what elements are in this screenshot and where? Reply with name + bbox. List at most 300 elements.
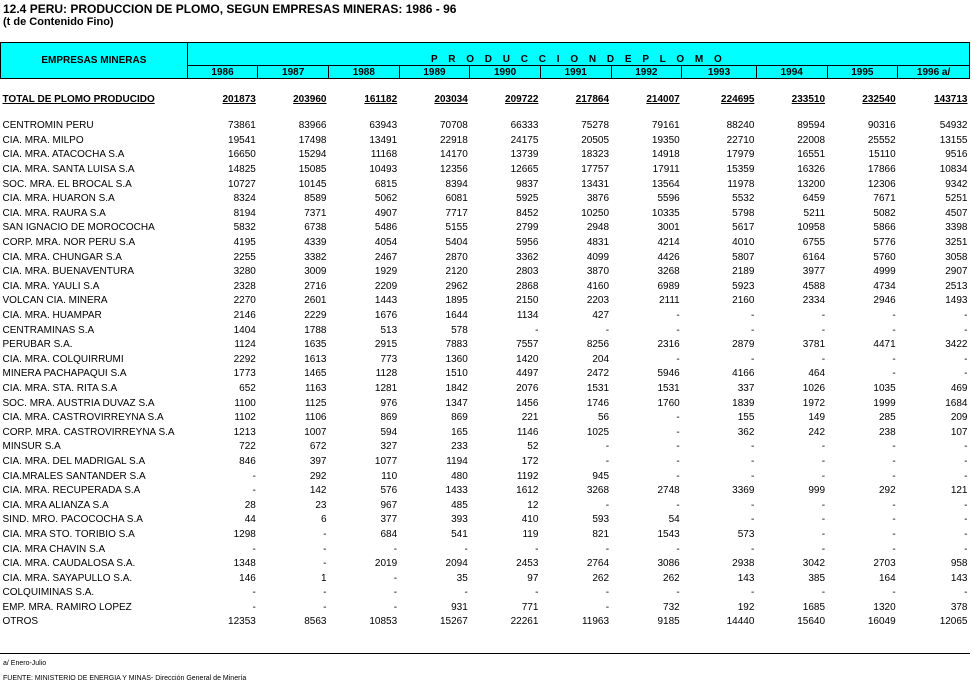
table-row [1,498,970,513]
production-value: 18323 [581,149,610,161]
production-value: 1360 [445,353,468,365]
production-value: - [605,587,610,599]
table-row [1,542,970,557]
production-value: 3268 [657,266,680,278]
company-name: CIA. MRA. DEL MADRIGAL S.A [2,455,146,467]
production-value: 1102 [234,412,256,424]
production-value: - [821,514,826,526]
production-value: - [892,528,896,540]
production-value: 107 [950,426,968,438]
production-value: 13564 [651,178,680,190]
production-value: - [964,528,968,540]
production-value: 22008 [797,134,826,146]
table-row [1,586,970,601]
production-value: 2334 [802,295,826,307]
production-value: 2150 [516,295,539,307]
production-value: 2748 [657,485,680,497]
company-name: CIA. MRA. RAURA S.A [2,207,106,219]
production-value: 2879 [732,339,755,351]
production-value: 3977 [802,266,826,278]
table-row [1,513,970,528]
production-value: 14440 [726,616,755,628]
production-value: 52 [527,441,539,453]
production-value: 143 [737,572,755,584]
production-value: 576 [380,485,398,497]
production-value: 3268 [586,485,610,497]
production-value: - [751,324,755,336]
production-value: - [676,455,680,467]
production-value: - [892,587,896,599]
production-value: - [821,470,826,482]
table-row [1,280,970,295]
production-value: 2513 [945,280,968,292]
production-value: 12306 [867,178,896,190]
total-value: 203034 [434,93,468,105]
company-name: CIA. MRA. CHUNGAR S.A [2,251,122,263]
total-value: 232540 [862,93,896,105]
production-value: 12353 [228,616,256,628]
company-name: CIA. MRA. MILPO [2,134,84,146]
table-row [1,192,970,207]
production-value: 17866 [867,164,896,176]
production-value: 2962 [445,280,468,292]
production-value: 17979 [726,149,755,161]
production-value: 8324 [233,193,256,205]
production-value: 1125 [304,397,327,409]
production-value: 63943 [369,120,398,132]
production-value: 221 [521,412,539,424]
production-value: 119 [522,528,539,540]
table-row [1,396,970,411]
production-value: 97 [527,572,539,584]
production-value: - [964,353,968,365]
production-value: 5807 [732,251,755,263]
company-name: CIA. MRA. CASTROVIRREYNA S.A [2,412,164,424]
production-value: 3362 [516,251,539,263]
production-value: 3870 [586,266,610,278]
production-value: 2467 [374,251,398,263]
production-value: - [892,455,896,467]
production-value: - [676,499,680,511]
production-value: 5866 [873,222,896,234]
production-value: 976 [380,397,398,409]
production-value: 4054 [374,237,398,249]
production-value: - [323,587,327,599]
total-row [1,91,970,107]
production-value: 90316 [867,120,896,132]
production-value: 13431 [581,178,610,190]
production-value: - [821,543,826,555]
production-value: 17757 [581,164,610,176]
table-row [1,440,970,455]
production-value: - [605,601,610,613]
production-value: 931 [451,601,468,613]
production-value: 66333 [510,120,539,132]
production-value: 4195 [233,237,256,249]
production-value: 5082 [873,207,896,219]
production-value: 233 [451,441,468,453]
production-value: 12 [527,499,539,511]
table-row [1,528,970,543]
production-value: - [964,455,968,467]
production-value: 23 [315,499,327,511]
table-row [1,455,970,470]
production-value: 1 [320,572,327,584]
production-value: 3086 [657,558,680,570]
production-value: 1635 [304,339,327,351]
production-value: 17498 [298,134,327,146]
production-value: - [821,528,826,540]
production-value: 541 [451,528,468,540]
production-value: 16049 [867,616,896,628]
table-row [1,338,970,353]
production-value: 3369 [732,485,755,497]
production-table [0,42,970,630]
year-header: 1994 [756,66,827,79]
production-value: 722 [239,441,256,453]
production-value: - [252,470,256,482]
production-value: 13155 [939,134,968,146]
production-value: 3001 [657,222,680,234]
company-name: COLQUIMINAS S.A. [2,587,95,599]
production-value: 1788 [304,324,327,336]
table-subtitle: (t de Contenido Fino) [3,16,114,28]
production-value: 958 [950,558,968,570]
production-value: 5155 [445,222,468,234]
production-value: 292 [878,485,896,497]
production-value: - [892,514,896,526]
production-value: - [605,499,610,511]
production-value: 2601 [304,295,327,307]
production-value: 2255 [233,251,256,263]
production-value: 480 [451,470,468,482]
production-value: 1213 [233,426,256,438]
production-value: 242 [808,426,826,438]
bottom-rule [0,653,970,654]
production-value: 89594 [797,120,826,132]
production-value: 5251 [945,193,968,205]
production-value: 5486 [374,222,398,234]
table-row [1,119,970,134]
production-value: 11978 [727,178,755,190]
production-value: 54932 [939,120,968,132]
company-name: SOC. MRA. AUSTRIA DUVAZ S.A [2,397,155,409]
year-header: 1991 [540,66,611,79]
production-value: - [676,587,680,599]
total-value: 214007 [646,93,680,105]
production-value: 410 [521,514,539,526]
production-value: 1007 [304,426,327,438]
production-value: 1644 [445,310,468,322]
production-value: - [964,543,968,555]
production-value: 5760 [873,251,896,263]
production-value: 593 [592,514,610,526]
table-body [1,79,970,630]
total-label: TOTAL DE PLOMO PRODUCIDO [2,93,155,105]
production-value: 1298 [233,528,256,540]
production-value: 2716 [304,280,327,292]
production-value: - [323,601,327,613]
production-value: 513 [380,324,398,336]
production-value: 397 [309,455,327,467]
production-value: 5925 [516,193,539,205]
production-value: 146 [239,572,256,584]
production-value: 1124 [234,339,256,351]
production-value: 262 [663,572,680,584]
table-row [1,265,970,280]
production-value: 2948 [586,222,610,234]
spacer-row [1,79,970,92]
production-value: 1839 [732,397,755,409]
production-value: 13200 [797,178,826,190]
production-value: 652 [239,382,256,394]
production-value: 2868 [516,280,539,292]
production-value: 2292 [233,353,256,365]
production-value: 469 [950,382,968,394]
production-value: 2870 [445,251,468,263]
company-name: CIA. MRA CHAVIN S.A [2,543,106,555]
production-value: - [821,324,826,336]
production-value: 6738 [304,222,327,234]
production-value: 2094 [445,558,468,570]
year-header: 1988 [329,66,400,79]
production-value: 1684 [945,397,968,409]
production-value: 2938 [732,558,755,570]
total-value: 203960 [293,93,327,105]
production-value: 8194 [233,207,256,219]
table-row [1,221,970,236]
production-value: 1613 [304,353,327,365]
production-value: 1163 [304,382,327,394]
production-value: 1510 [445,368,468,380]
year-header: 1987 [258,66,329,79]
production-value: 6755 [802,237,826,249]
company-name: CORP. MRA. NOR PERU S.A [2,237,136,249]
production-value: 15640 [797,616,826,628]
production-value: - [964,470,968,482]
production-value: 945 [592,470,610,482]
production-value: 3398 [945,222,968,234]
production-value: 1456 [516,397,539,409]
production-value: 12665 [510,164,539,176]
production-value: - [393,601,398,613]
production-value: 83966 [298,120,327,132]
production-value: 573 [737,528,755,540]
table-row [1,207,970,222]
production-value: 121 [950,485,968,497]
table-row [1,323,970,338]
production-value: 2229 [304,310,327,322]
production-value: 327 [380,441,398,453]
production-value: 1106 [304,412,327,424]
table-row [1,411,970,426]
production-value: - [751,441,755,453]
production-value: 1100 [234,397,256,409]
production-value: - [892,499,896,511]
company-name: SOC. MRA. EL BROCAL S.A [2,178,132,190]
year-header: 1989 [399,66,470,79]
production-value: 2189 [732,266,755,278]
table-row [1,134,970,149]
table-row [1,615,970,630]
table-row [1,601,970,616]
production-value: 10145 [298,178,327,190]
year-header: 1996 a/ [898,66,970,79]
production-value: 1531 [657,382,680,394]
production-value: 8256 [586,339,610,351]
year-header: 1992 [611,66,682,79]
production-value: 75278 [581,120,610,132]
production-value: 10834 [939,164,968,176]
production-value: 15085 [298,164,327,176]
production-value: - [605,441,610,453]
production-value: 6989 [657,280,680,292]
production-value: 869 [380,412,398,424]
production-value: 1077 [374,455,398,467]
production-value: 4507 [945,207,968,219]
production-value: - [605,455,610,467]
company-name: CIA. MRA. HUARON S.A [2,193,115,205]
company-name: PERUBAR S.A. [2,339,73,351]
production-value: - [393,543,398,555]
production-value: 2111 [658,295,680,307]
production-value: 1685 [802,601,826,613]
production-value: - [892,470,896,482]
production-value: 149 [808,412,826,424]
production-value: 393 [451,514,468,526]
production-value: 2019 [374,558,398,570]
production-value: 2453 [516,558,539,570]
company-name: CORP. MRA. CASTROVIRREYNA S.A [2,426,175,438]
production-value: 1999 [873,397,896,409]
production-value: 6164 [802,251,826,263]
production-value: 9837 [516,178,539,190]
production-value: - [964,368,968,380]
production-value: - [821,441,826,453]
table-title: 12.4 PERU: PRODUCCION DE PLOMO, SEGUN EMPRESAS MINERAS: 1986 - 96 [3,2,457,16]
production-value: - [821,455,826,467]
company-name: VOLCAN CIA. MINERA [2,295,108,307]
production-value: 2703 [873,558,896,570]
production-value: - [676,441,680,453]
production-value: - [964,499,968,511]
production-value: 2120 [445,266,468,278]
production-value: - [323,528,327,540]
production-value: 88240 [726,120,755,132]
year-header: 1990 [470,66,541,79]
production-value: 1134 [516,310,539,322]
production-value: 3009 [304,266,327,278]
production-value: 8452 [516,207,539,219]
table-row [1,571,970,586]
production-value: 7557 [516,339,539,351]
production-value: 578 [451,324,468,336]
production-value: - [464,543,468,555]
production-value: 1760 [657,397,680,409]
production-value: - [751,587,755,599]
table-row [1,250,970,265]
production-value: 4734 [873,280,896,292]
company-name: CIA. MRA. COLQUIRRUMI [2,353,124,365]
production-value: 1348 [233,558,256,570]
production-value: 378 [950,601,968,613]
production-value: 2799 [516,222,539,234]
production-value: 4214 [657,237,680,249]
production-value: 4831 [586,237,610,249]
table-row [1,469,970,484]
production-value: 7671 [873,193,896,205]
production-value: 73861 [228,120,256,132]
production-value: 5832 [233,222,256,234]
production-value: 22261 [510,616,539,628]
table-row [1,294,970,309]
production-value: 1676 [374,310,398,322]
production-value: 1465 [304,368,327,380]
company-name: CENTRAMINAS S.A [2,324,95,336]
production-value: - [676,426,680,438]
production-value: - [964,441,968,453]
production-value: - [964,324,968,336]
production-value: 16326 [797,164,826,176]
production-value: 7883 [445,339,468,351]
total-value: 143713 [934,93,968,105]
production-value: 6815 [374,178,398,190]
production-value: - [751,543,755,555]
company-name: CIA. MRA. ATACOCHA S.A [2,149,125,161]
production-value: 15110 [868,149,896,161]
production-value: 427 [592,310,610,322]
production-value: 25552 [867,134,896,146]
production-value: 2076 [516,382,539,394]
production-value: 9516 [945,149,968,161]
production-value: 16551 [797,149,826,161]
production-value: 4099 [586,251,610,263]
production-value: 4160 [586,280,610,292]
production-value: 3042 [802,558,826,570]
company-name: CIA. MRA STO. TORIBIO S.A [2,528,135,540]
production-value: 1895 [445,295,468,307]
production-value: 1433 [445,485,468,497]
production-value: - [964,587,968,599]
production-value: 732 [663,601,680,613]
production-value: - [751,499,755,511]
production-value: - [252,485,256,497]
production-value: 2209 [374,280,398,292]
production-value: 672 [309,441,327,453]
total-value: 161182 [364,93,398,105]
production-value: 13739 [510,149,539,161]
production-value: 1026 [802,382,826,394]
production-value: 1842 [445,382,468,394]
company-name: CIA. MRA. BUENAVENTURA [2,266,134,278]
production-value: - [964,514,968,526]
production-value: - [892,353,896,365]
production-value: 10958 [797,222,826,234]
production-value: 6081 [445,193,468,205]
companies-header: EMPRESAS MINERAS [1,43,188,79]
production-value: - [751,310,755,322]
production-value: 594 [380,426,398,438]
production-value: - [676,543,680,555]
production-value: 5532 [732,193,755,205]
production-value: - [751,470,755,482]
production-value: 19541 [228,134,256,146]
production-value: 10250 [581,207,610,219]
production-value: 3058 [945,251,968,263]
production-value: - [323,543,327,555]
source-note: FUENTE: MINISTERIO DE ENERGIA Y MINAS- Dirección General de Minería [3,675,247,682]
production-value: 1531 [586,382,610,394]
